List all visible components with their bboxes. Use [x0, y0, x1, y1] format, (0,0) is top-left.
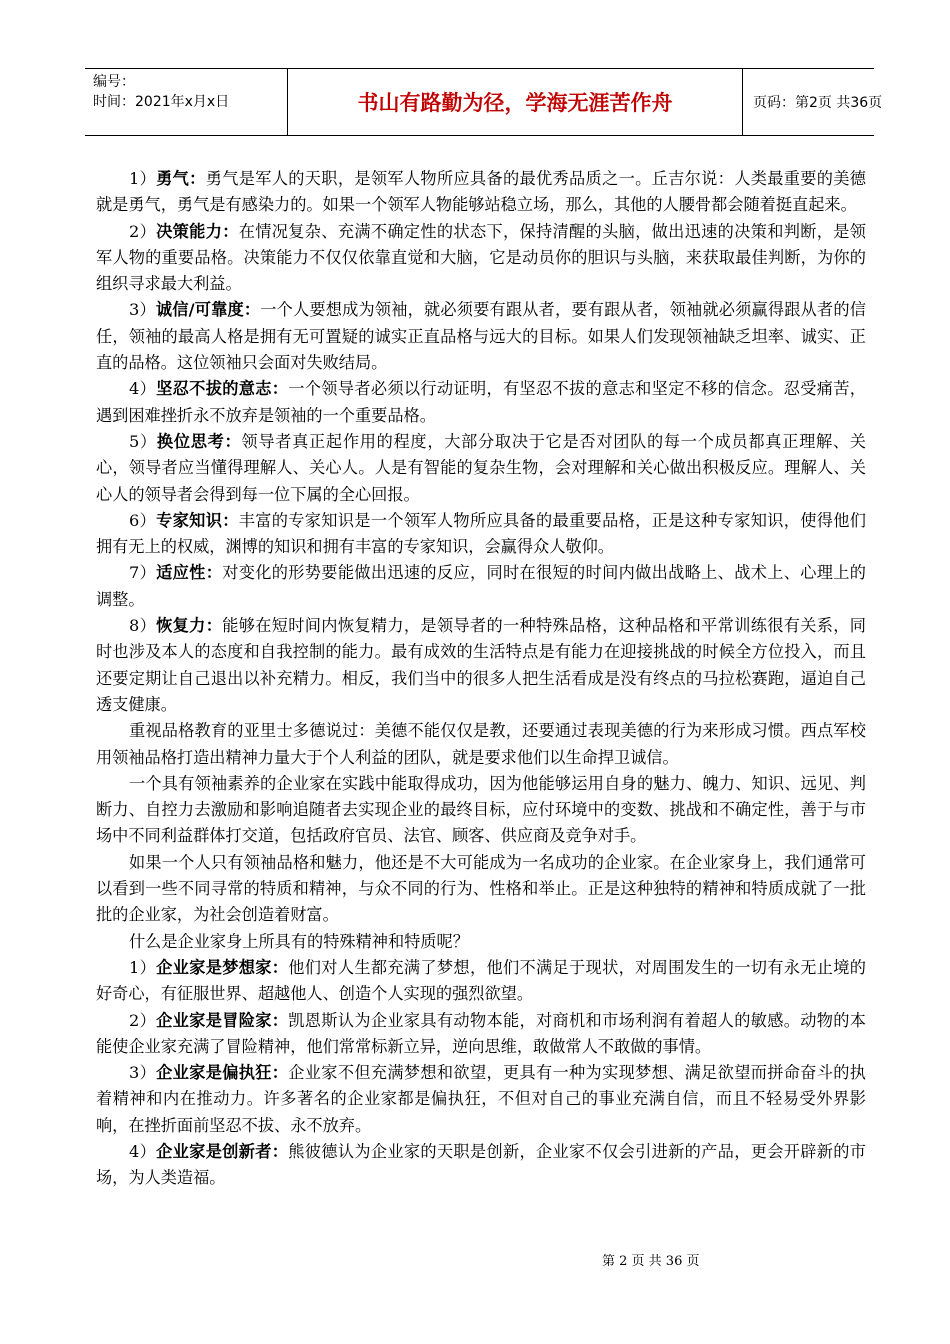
paragraph: 4）企业家是创新者：熊彼德认为企业家的天职是创新，企业家不仅会引进新的产品，更会开辟新的市场，为人类造福。: [96, 1141, 866, 1188]
paragraph: 8）恢复力：能够在短时间内恢复精力，是领导者的一种特殊品格，这种品格和平常训练很有关系，同时也涉及本人的态度和自我控制的能力。最有成效的生活特点是有能力在迎接挑战的时候全方位投入，而且还要定期让自己退出以补充精力。相反，我们当中的很多人把生活看成是没有终点的马拉松赛跑，逼迫自己透支健康。: [96, 616, 866, 714]
paragraph: 7）适应性：对变化的形势要能做出迅速的反应，同时在很短的时间内做出战略上、战术上、心理上的调整。: [96, 563, 866, 609]
paragraph: 重视品格教育的亚里士多德说过：美德不能仅仅是教，还要通过表现美德的行为来形成习惯。西点军校用领袖品格打造出精神力量大于个人利益的团队，就是要求他们以生命捍卫诚信。: [96, 721, 866, 767]
document-body: [96, 166, 866, 1192]
paragraph: 2）企业家是冒险家：凯恩斯认为企业家具有动物本能，对商机和市场利润有着超人的敏感。动物的本能使企业家充满了冒险精神，他们常常标新立异，逆向思维，敢做常人不敢做的事情。: [96, 1010, 866, 1056]
header-motto: 书山有路勤为径，学海无涯苦作舟: [288, 69, 743, 135]
page-header: [85, 68, 883, 136]
document-date-label: 时间：2021年x月x日: [93, 94, 230, 110]
paragraph: 6）专家知识：丰富的专家知识是一个领军人物所应具备的最重要品格，正是这种专家知识，使得他们拥有无上的权威，渊博的知识和拥有丰富的专家知识，会赢得众人敬仰。: [96, 510, 866, 557]
paragraph: 1）勇气：勇气是军人的天职，是领军人物所应具备的最优秀品质之一。丘吉尔说：人类最重要的美德就是勇气，勇气是有感染力的。如果一个领军人物能够站稳立场，那么，其他的人腰骨都会随着挺直起来。: [96, 169, 866, 215]
paragraph: 2）决策能力：在情况复杂、充满不确定性的状态下，保持清醒的头脑，做出迅速的决策和判断，是领军人物的重要品格。决策能力不仅仅依靠直觉和大脑，它是动员你的胆识与头脑，来获取最佳判断，为你的组织寻求最大利益。: [96, 221, 866, 294]
document-number-label: 编号：: [93, 74, 135, 90]
paragraph: 3）企业家是偏执狂：企业家不但充满梦想和欲望，更具有一种为实现梦想、满足欲望而拼命奋斗的执着精神和内在推动力。许多著名的企业家都是偏执狂，不但对自己的事业充满自信，而且不轻易受外界影响，在挫折面前坚忍不拔、永不放弃。: [96, 1063, 866, 1135]
paragraph: 4）坚忍不拔的意志：一个领导者必须以行动证明，有坚忍不拔的意志和坚定不移的信念。忍受痛苦，遇到困难挫折永不放弃是领袖的一个重要品格。: [96, 379, 866, 425]
paragraph: 一个具有领袖素养的企业家在实践中能取得成功，因为他能够运用自身的魅力、魄力、知识、远见、判断力、自控力去激励和影响追随者去实现企业的最终目标，应付环境中的变数、挑战和不确定性，善于与市场中不同利益群体打交道，包括政府官员、法官、顾客、供应商及竞争对手。: [96, 773, 866, 846]
paragraph: 如果一个人只有领袖品格和魅力，他还是不大可能成为一名成功的企业家。在企业家身上，我们通常可以看到一些不同寻常的特质和精神，与众不同的行为、性格和举止。正是这种独特的精神和特质成就了一批批的企业家，为社会创造着财富。: [96, 852, 866, 925]
paragraph: 1）企业家是梦想家：他们对人生都充满了梦想，他们不满足于现状，对周围发生的一切有永无止境的好奇心，有征服世界、超越他人、创造个人实现的强烈欲望。: [96, 957, 866, 1004]
paragraph: 3）诚信/可靠度：一个人要想成为领袖，就必须要有跟从者，要有跟从者，领袖就必须赢得跟从者的信任，领袖的最高人格是拥有无可置疑的诚实正直品格与远大的目标。如果人们发现领袖缺乏坦率、诚实、正直的品格。这位领袖只会面对失败结局。: [96, 300, 866, 373]
page-footer: 第 2 页 共 36 页: [602, 1254, 700, 1269]
header-meta: [85, 69, 288, 135]
header-page-label: 页码：第2页 共36页: [753, 95, 883, 111]
paragraph: 5）换位思考：领导者真正起作用的程度，大部分取决于它是否对团队的每一个成员都真正理解、关心，领导者应当懂得理解人、关心人。人是有智能的复杂生物，会对理解和关心做出积极反应。理解人、关心人的领导者会得到每一位下属的全心回报。: [96, 431, 866, 504]
paragraph: 什么是企业家身上所具有的特殊精神和特质呢？: [129, 931, 469, 951]
